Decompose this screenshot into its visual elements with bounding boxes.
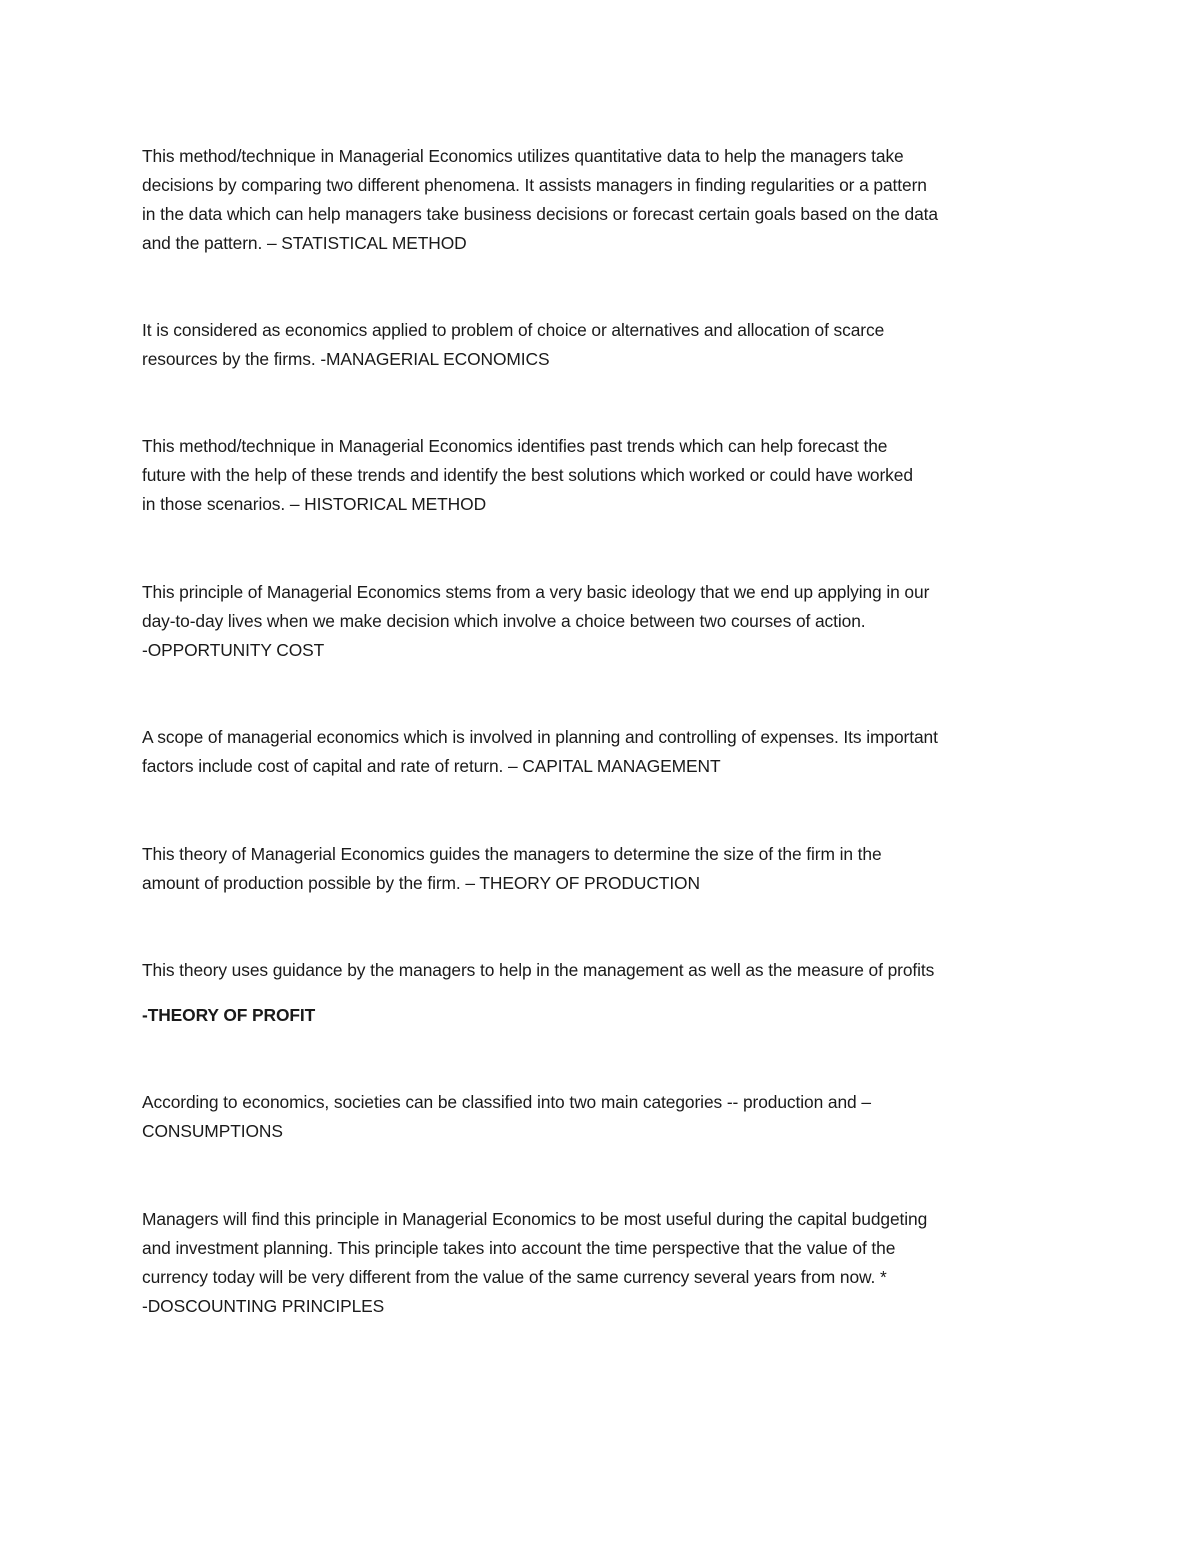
paragraph-historical-method: This method/technique in Managerial Economics identifies past trends which can help forecast the future with the help of these trends and identify the best solutions which worked or could have worked in those scenarios. – HISTORICAL METHOD <box>142 436 913 514</box>
paragraph-statistical-method: This method/technique in Managerial Economics utilizes quantitative data to help the managers take decisions by comparing two different phenomena. It assists managers in finding regularities or a pattern in the data which can help managers take business decisions or forecast certain goals based on the data and the pattern. – STATISTICAL METHOD <box>142 146 938 253</box>
paragraph-discounting-principles: Managers will find this principle in Managerial Economics to be most useful during the capital budgeting and investment planning. This principle takes into account the time perspective that the value of the currency today will be very different from the value of the same currency several years from now. * -DOSCOUNTING PRINCIPLES <box>142 1209 928 1316</box>
paragraph-theory-of-profit-answer: -THEORY OF PROFIT <box>142 1005 316 1025</box>
paragraph-consumptions: According to economics, societies can be classified into two main categories -- production and – CONSUMPTIONS <box>142 1092 871 1141</box>
paragraph-theory-of-production: This theory of Managerial Economics guides the managers to determine the size of the firm in the amount of production possible by the firm. – THEORY OF PRODUCTION <box>142 844 882 893</box>
paragraph-capital-management: A scope of managerial economics which is involved in planning and controlling of expenses. Its important factors include cost of capital and rate of return. – CAPITAL MANAGEMENT <box>142 727 938 776</box>
paragraph-managerial-economics: It is considered as economics applied to problem of choice or alternatives and allocation of scarce resources by the firms. -MANAGERIAL ECONOMICS <box>142 320 885 369</box>
paragraph-opportunity-cost: This principle of Managerial Economics stems from a very basic ideology that we end up applying in our day-to-day lives when we make decision which involve a choice between two courses of action. -OPPORTUNITY COST <box>142 582 930 660</box>
paragraph-theory-of-profit-question: This theory uses guidance by the managers to help in the management as well as the measure of profits <box>142 960 935 980</box>
